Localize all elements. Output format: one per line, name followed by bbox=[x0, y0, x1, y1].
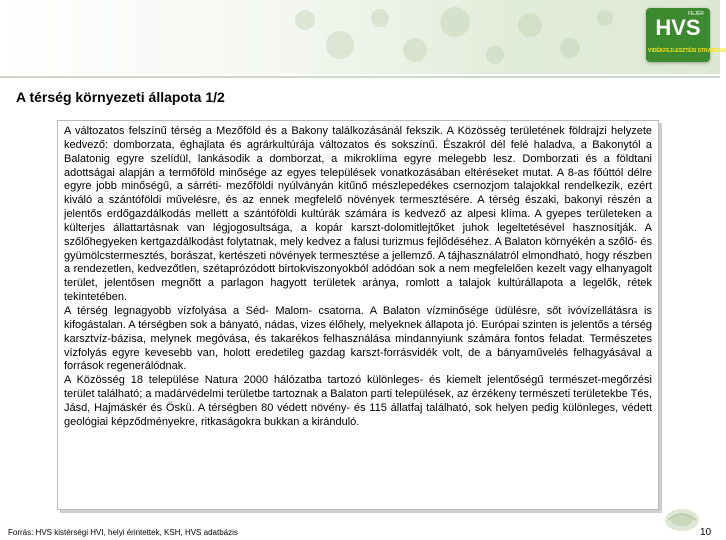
source-note: Forrás: HVS kistérségi HVI, helyi érintettek, KSH, HVS adatbázis bbox=[8, 528, 238, 537]
paragraph-landscape: A változatos felszínű térség a Mezőföld és a Bakony találkozásánál fekszik. A Közösség területének földrajzi helyzete kedvező: domborzata, éghajlata és agrárkultúrája változatos és sokszínű. Északról dél felé haladva, a Bakonytól a Balatonig egyre szelídül, lankásodik a domborzat, a mikroklíma egyre melegebb lesz. Domborzati és a földtani adottságai alapján a termőföld minősége az egyes települések vonatkozásában eltéréseket mutat. A 8-as főúttól délre egyre jobb minőségű, a sárréti- mezőföldi nyúlványán kitűnő mészlepedékes csernozjom talajokkal rendelkezik, ezért kiváló a szántóföldi művelésre, és az ennek megfelelő növények termesztésére. A térség északi, bakonyi részén a jelentős erdőgazdálkodás mellett a szántóföldi kultúrák számára is kedvező az alpesi klíma. A gyepes területeken a külterjes állattartásnak van légjogosultsága, a kopár karszt-dolomitlejtőket juhok legeltetésével hasznosítják. A szőlőhegyeken kertgazdálkodást folytatnak, mely kedvez a falusi turizmus fejlődéséhez. A Balaton környékén a szőlő- és gyümölcstermesztés, borászat, kertészeti növények termesztése a jellemző. A tájhasználatról elmondható, hogy részben a rendezetlen, kedvezőtlen, szétaprózódott birtokviszonyokból adódóan sok a nem megfelelően kezelt vagy elhanyagolt terület, jelentősen megnőtt a parlagon hagyott területek aránya, romlott a talajok kultúrállapota a legelők, rétek tekintetében. bbox=[64, 125, 652, 304]
content-box bbox=[57, 120, 659, 510]
header-divider bbox=[0, 76, 720, 78]
footer-logo-icon bbox=[662, 504, 702, 534]
paragraph-protected-areas: A Közösség 18 települése Natura 2000 hálózatba tartozó különleges- és kiemelt jelentőségű természet-megőrzési terület található; a madárvédelmi területbe tartoznak a Balaton parti települések, az érzékeny természeti területekbe Tés, Jásd, Hajmáskér és Öskü. A térségben 80 védett növény- és 115 állatfaj található, sok helyen pedig különleges, védett geológiai képződményekre, ritkaságokra bukkan a kiránduló. bbox=[64, 374, 652, 428]
hvs-logo bbox=[646, 8, 726, 62]
map-watermark bbox=[265, 0, 625, 74]
page-title: A térség környezeti állapota 1/2 bbox=[16, 89, 225, 105]
logo-sub-text: VIDÉKFEJLESZTÉSI STRATÉGIA bbox=[648, 48, 726, 54]
paragraph-waters: A térség legnagyobb vízfolyása a Séd- Malom- csatorna. A Balaton vízminősége üdülésre, sőt ivóvízellátásra is kifogástalan. A térségben sok a bányató, nádas, vizes élőhely, melyeknek állapota jó. Európai szinten is jelentős a térség karsztvíz-bázisa, melynek megóvása, és takarékos felhasználása mindannyiunk számára fontos feladat. Természetes vízfolyás egyre kevesebb van, holott eredetileg gazdag karszt-forrásvidék volt, de a bányaművelés felhagyásával a források regenerálódnak. bbox=[64, 304, 652, 373]
logo-main-text: HVS bbox=[655, 15, 701, 40]
page-number: 10 bbox=[700, 527, 712, 538]
header-banner bbox=[0, 0, 726, 74]
logo-top-text: FEJÉR bbox=[688, 11, 704, 17]
